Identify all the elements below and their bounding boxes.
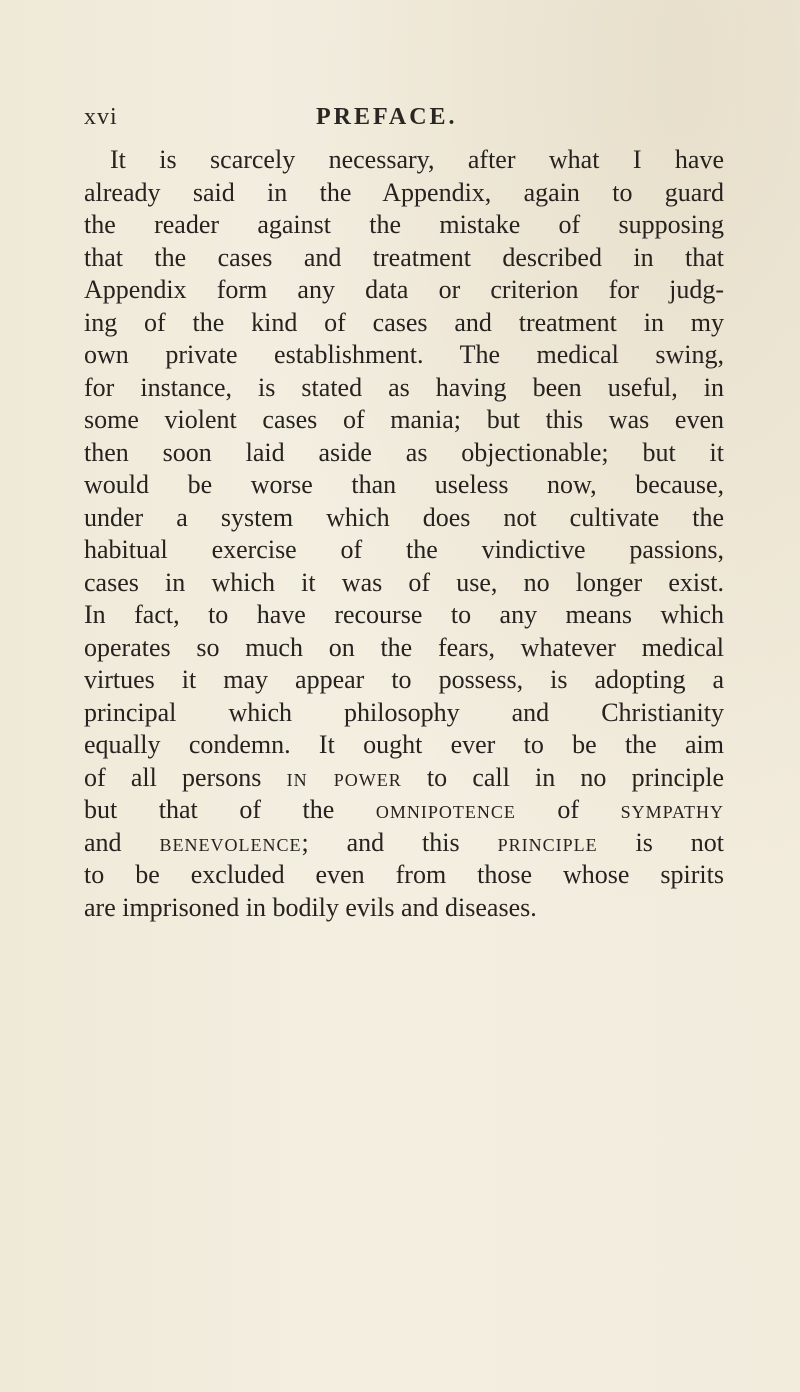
text-line-12: under a system which does not cultivate the [84, 502, 724, 532]
small-caps-benevolence: benevolence [159, 827, 302, 857]
text-line-21 [84, 794, 724, 827]
running-title: PREFACE. [316, 104, 458, 130]
text-line-18: principal which philosophy and Christianity [84, 697, 724, 727]
line-22-part: ; and this [301, 827, 498, 857]
small-caps-in-power: in power [286, 762, 402, 792]
text-line-13: habitual exercise of the vindictive passions, [84, 535, 724, 564]
page-number: xvi [84, 104, 118, 130]
small-caps-sympathy: sympathy [620, 795, 724, 824]
line-20-part: to call in no principle [401, 762, 724, 792]
text-line-20 [84, 762, 724, 795]
text-line-3: the reader against the mistake of supposing [84, 210, 724, 239]
line-22-part: is not [597, 827, 724, 857]
running-head [84, 104, 724, 134]
small-caps-omnipotence: omnipotence [375, 795, 516, 824]
small-caps-principle: principle [497, 827, 598, 857]
text-line-5: Appendix form any data or criterion for judg- [84, 275, 724, 304]
text-line-1: It is scarcely necessary, after what I have [110, 145, 724, 174]
line-20-part: of all persons [84, 762, 287, 792]
body-paragraph [84, 144, 724, 924]
text-line-22 [84, 827, 724, 860]
text-line-17: virtues it may appear to possess, is adopting a [84, 665, 724, 694]
text-line-7: own private establishment. The medical swing, [84, 340, 724, 369]
line-22-part: and [84, 827, 160, 857]
text-line-9: some violent cases of mania; but this was even [84, 405, 724, 434]
text-line-10: then soon laid aside as objectionable; but it [84, 437, 724, 467]
text-line-2: already said in the Appendix, again to guard [84, 177, 724, 207]
text-line-4: that the cases and treatment described in that [84, 242, 724, 272]
line-21-part: but that of the [84, 795, 376, 824]
text-line-23: to be excluded even from those whose spirits [84, 860, 724, 889]
text-line-15: In fact, to have recourse to any means which [84, 600, 724, 629]
text-line-6: ing of the kind of cases and treatment in my [84, 307, 724, 337]
line-21-part: of [515, 795, 621, 824]
text-line-16: operates so much on the fears, whatever medical [84, 632, 724, 662]
text-line-24: are imprisoned in bodily evils and diseases. [84, 892, 537, 922]
text-line-8: for instance, is stated as having been useful, in [84, 372, 724, 402]
text-line-14: cases in which it was of use, no longer exist. [84, 567, 724, 597]
text-line-11: would be worse than useless now, because, [84, 470, 724, 499]
text-line-19: equally condemn. It ought ever to be the aim [84, 730, 724, 759]
